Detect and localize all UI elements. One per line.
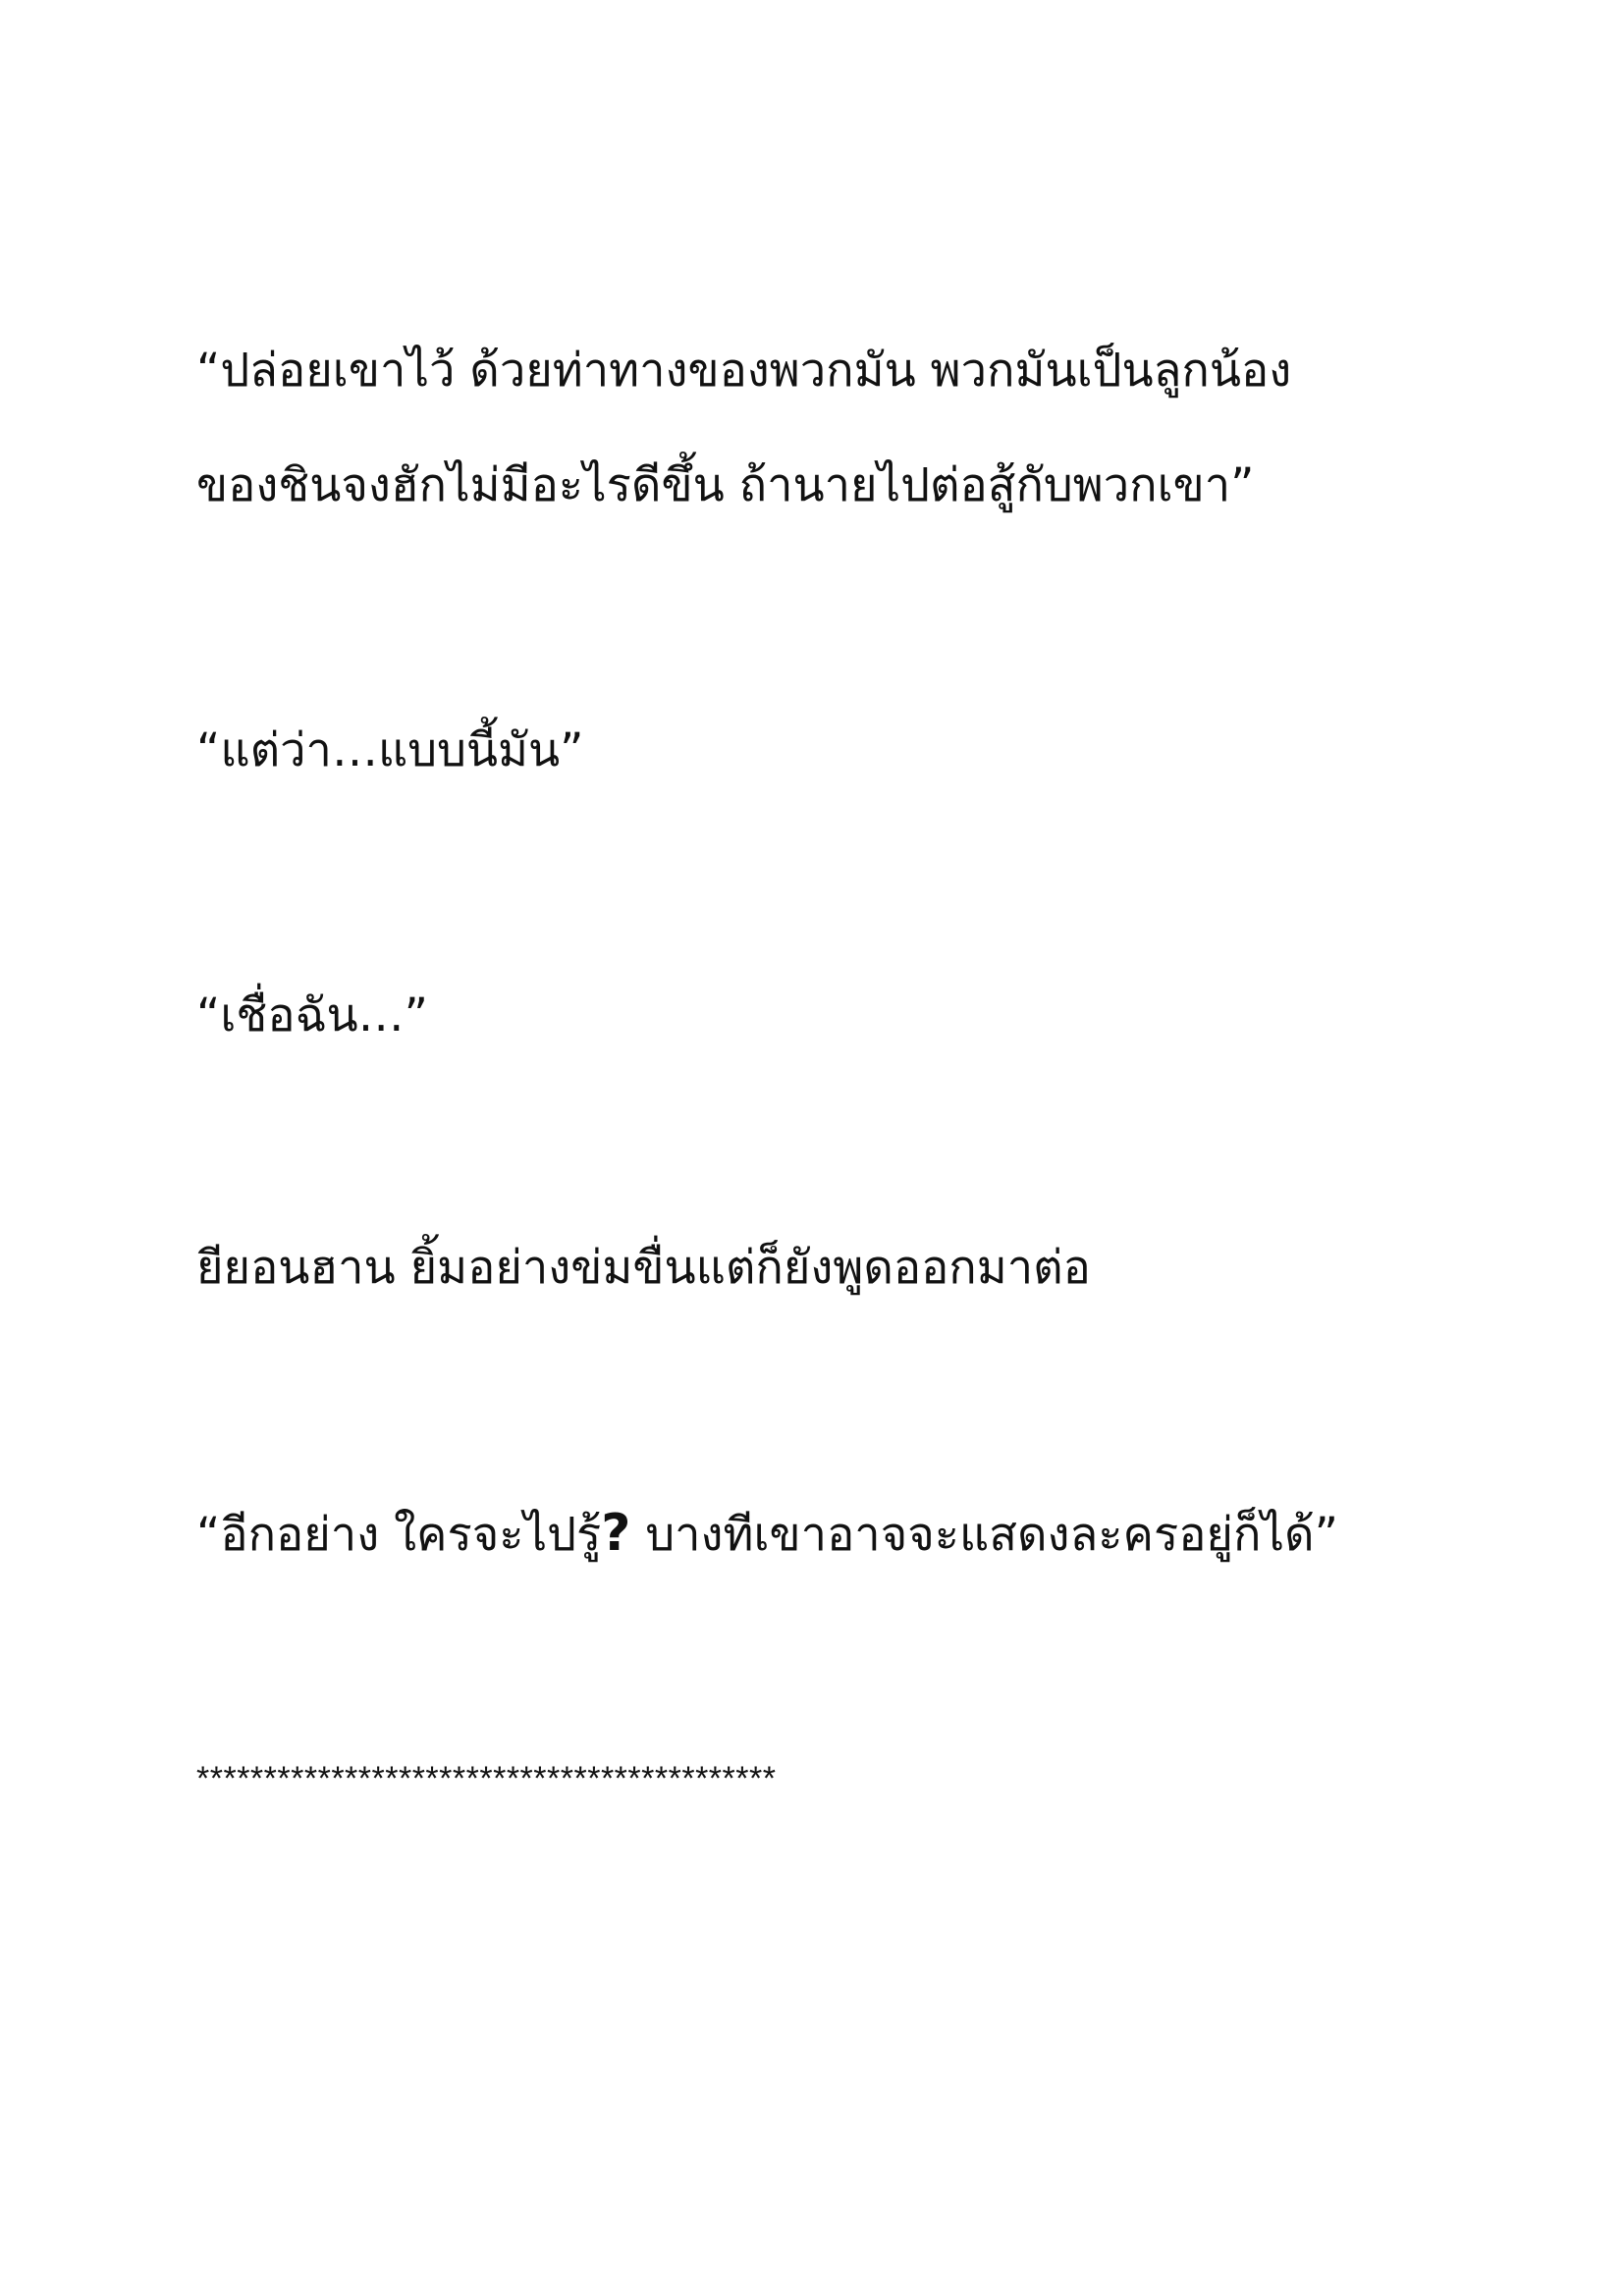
question-mark: ? <box>601 1504 631 1563</box>
paragraph-line-2: ของชินจงฮักไม่มีอะไรดีขึ้น ถ้านายไปต่อสู้กับพวกเขา” <box>196 458 1255 512</box>
dialogue-line: “เชื่อฉัน…” <box>196 988 429 1042</box>
dialogue-line: “แต่ว่า…แบบนี้มัน” <box>196 723 584 777</box>
dialogue-text-end: บางทีเขาอาจจะแสดงละครอยู่ก็ได้” <box>630 1508 1338 1562</box>
paragraph-line-1: “ปล่อยเขาไว้ ด้วยท่าทางของพวกมัน พวกมันเป็นลูกน้อง <box>196 344 1292 398</box>
narration-line: ยียอนฮาน ยิ้มอย่างข่มขื่นแต่ก็ยังพูดออกมาต่อ <box>196 1241 1091 1295</box>
scene-separator: ******************************************* <box>196 1760 777 1797</box>
dialogue-line <box>196 1504 1338 1565</box>
dialogue-text-start: “อีกอย่าง ใครจะไปรู้ <box>196 1508 602 1562</box>
